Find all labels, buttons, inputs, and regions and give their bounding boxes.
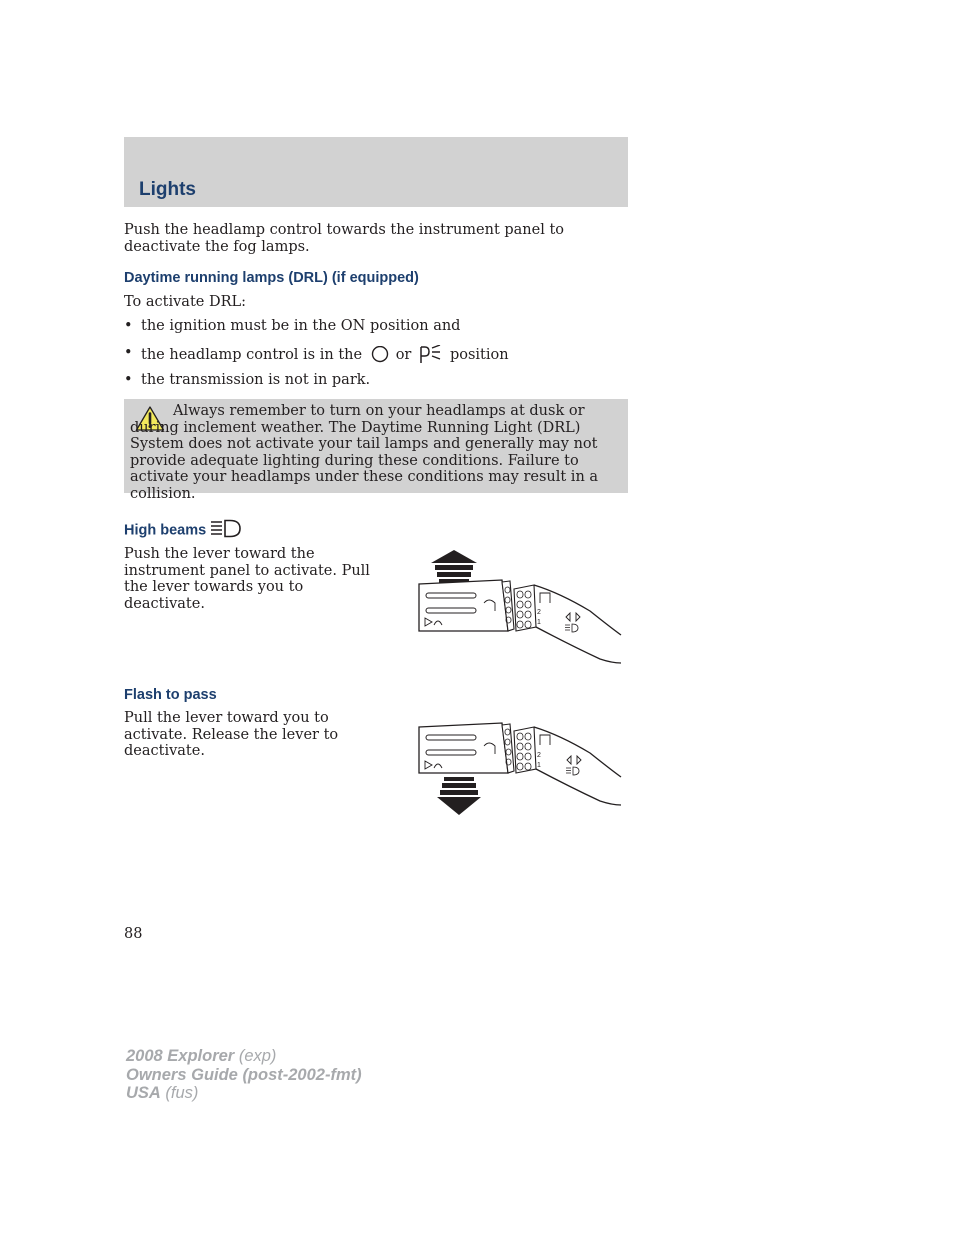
page-number: 88 bbox=[124, 926, 143, 942]
intro-paragraph: Push the headlamp control towards the instrument panel to deactivate the fog lamps. bbox=[124, 222, 565, 255]
footer-market: USA bbox=[126, 1084, 161, 1102]
wiper-icon bbox=[540, 593, 550, 603]
parking-lamp-icon bbox=[418, 345, 442, 365]
warning-box bbox=[124, 399, 628, 502]
lever-label-1: 1 bbox=[537, 762, 541, 769]
high-beams-heading bbox=[124, 522, 242, 539]
high-beams-heading-text: High beams bbox=[124, 522, 207, 539]
footer-model: 2008 Explorer bbox=[126, 1047, 235, 1065]
bullet-dot: • bbox=[124, 345, 133, 361]
lever-diagram-push bbox=[410, 545, 628, 670]
bullet-text: the transmission is not in park. bbox=[141, 372, 371, 388]
lever-label-2: 2 bbox=[537, 752, 541, 759]
footer-market-code: (fus) bbox=[160, 1084, 199, 1102]
bullet-dot: • bbox=[124, 372, 133, 388]
footer-doc-info bbox=[126, 1047, 362, 1103]
section-title: Lights bbox=[139, 179, 196, 200]
bullet-text-post: position bbox=[449, 347, 509, 363]
warning-text: Always remember to turn on your headlamps at dusk or during inclement weather. The Daytime Running Light (DRL) System does not activate your tail lamps and generally may not provide adequate lighting during these conditions. Failure to activate your headlamps under these conditions may result in a collision. bbox=[130, 403, 599, 502]
footer-model-code: (exp) bbox=[234, 1047, 277, 1065]
lever-label-1: 1 bbox=[537, 619, 541, 626]
lever-label-2: 2 bbox=[537, 609, 541, 616]
wiper-icon bbox=[540, 735, 550, 745]
high-beam-small-icon bbox=[566, 767, 579, 775]
drl-heading: Daytime running lamps (DRL) (if equipped) bbox=[124, 270, 419, 286]
bullet-text-group bbox=[141, 345, 509, 365]
turn-signal-icon bbox=[566, 613, 580, 621]
bullet-text-or: or bbox=[395, 347, 412, 363]
flash-to-pass-heading: Flash to pass bbox=[124, 687, 217, 703]
footer-guide: Owners Guide (post-2002-fmt) bbox=[126, 1065, 362, 1084]
high-beam-icon bbox=[210, 519, 242, 539]
high-beam-small-icon bbox=[565, 624, 578, 632]
section-header-band bbox=[124, 137, 628, 207]
turn-signal-icon bbox=[567, 756, 581, 764]
lever-diagram-pull bbox=[410, 715, 628, 820]
drl-lead: To activate DRL: bbox=[124, 294, 247, 310]
pull-arrow-icon bbox=[437, 797, 481, 815]
bullet-text: the ignition must be in the ON position and bbox=[141, 318, 461, 334]
bullet-text: the headlamp control is in the bbox=[141, 347, 363, 363]
off-circle-icon bbox=[370, 346, 390, 364]
push-arrow-icon bbox=[431, 550, 477, 563]
flash-to-pass-text: Pull the lever toward you to activate. Release the lever to deactivate. bbox=[124, 710, 339, 759]
high-beams-text: Push the lever toward the instrument panel to activate. Pull the lever towards you to deactivate. bbox=[124, 546, 370, 612]
bullet-dot: • bbox=[124, 318, 133, 334]
